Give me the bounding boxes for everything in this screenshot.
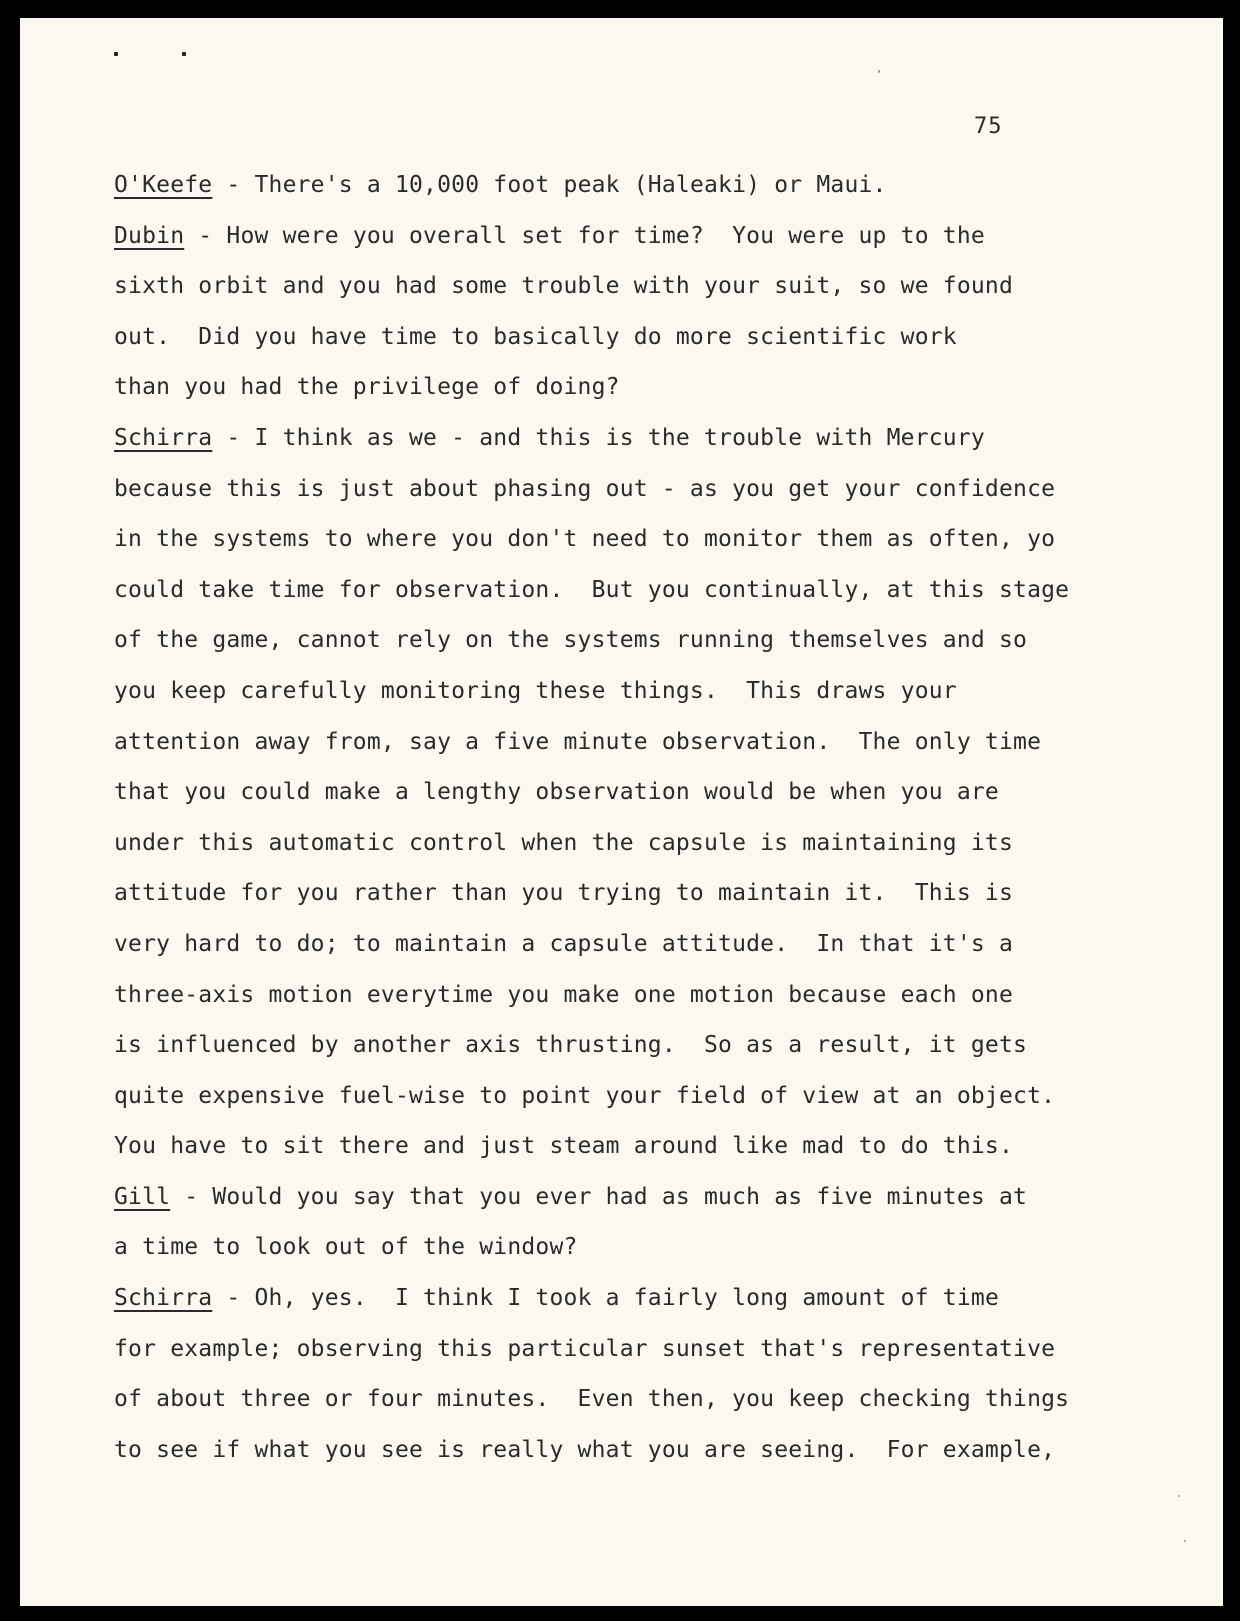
line-text: - How were you overall set for time? You were up to the	[184, 222, 985, 249]
line-text: could take time for observation. But you continually, at this stage	[114, 576, 1070, 603]
line-text: of the game, cannot rely on the systems running themselves and so	[114, 627, 1028, 654]
line-text: under this automatic control when the capsule is maintaining its	[114, 829, 1014, 856]
line-text: sixth orbit and you had some trouble with your suit, so we found	[114, 273, 1014, 300]
transcript-line	[114, 974, 1214, 1025]
speck-mark	[1184, 1540, 1186, 1542]
line-text: out. Did you have time to basically do more scientific work	[114, 323, 957, 350]
transcript-line	[114, 670, 1214, 721]
punch-mark	[114, 52, 118, 56]
transcript-line	[114, 1176, 1214, 1227]
transcript-line	[114, 417, 1214, 468]
speaker-name: O'Keefe	[114, 172, 213, 198]
transcript-line	[114, 822, 1214, 873]
line-text: because this is just about phasing out - as you get your confidence	[114, 475, 1056, 502]
speaker-name: Gill	[114, 1183, 171, 1210]
speck-mark	[1178, 1495, 1180, 1497]
speaker-name: Dubin	[114, 222, 185, 249]
transcript-line	[114, 518, 1214, 569]
line-text: for example; observing this particular sunset that's representative	[114, 1335, 1056, 1362]
punch-mark	[182, 52, 186, 56]
line-text: that you could make a lengthy observation would be when you are	[114, 779, 999, 806]
transcript-line	[114, 215, 1214, 266]
line-text: - I think as we - and this is the trouble with Mercury	[212, 424, 985, 451]
line-text: attention away from, say a five minute observation. The only time	[114, 728, 1042, 755]
transcript-line	[114, 923, 1214, 974]
transcript-line	[114, 1125, 1214, 1176]
page-number: 75	[974, 114, 1003, 139]
transcript-line	[114, 1075, 1214, 1126]
transcript-line	[114, 1226, 1214, 1277]
line-text: - There's a 10,000 foot peak (Haleaki) or Maui.	[212, 172, 887, 198]
line-text: to see if what you see is really what you are seeing. For example,	[114, 1436, 1056, 1463]
transcript-line	[114, 265, 1214, 316]
transcript-line	[114, 872, 1214, 923]
transcript-line	[114, 366, 1214, 417]
transcript-line	[114, 619, 1214, 670]
transcript-line	[114, 1378, 1214, 1429]
speaker-name: Schirra	[114, 1285, 213, 1312]
line-text: three-axis motion everytime you make one motion because each one	[114, 981, 1014, 1008]
transcript-line	[114, 1328, 1214, 1379]
transcript-line	[114, 316, 1214, 367]
line-text: you keep carefully monitoring these things. This draws your	[114, 677, 957, 704]
speaker-name: Schirra	[114, 424, 213, 451]
document-page	[20, 18, 1223, 1606]
line-text: a time to look out of the window?	[114, 1234, 578, 1261]
line-text: is influenced by another axis thrusting. So as a result, it gets	[114, 1032, 1028, 1059]
line-text: You have to sit there and just steam around like mad to do this.	[114, 1133, 1014, 1160]
transcript-line	[114, 771, 1214, 822]
line-text: in the systems to where you don't need to monitor them as often, yo	[114, 526, 1056, 553]
transcript-line	[114, 468, 1214, 519]
transcript-line	[114, 1277, 1214, 1328]
line-text: quite expensive fuel-wise to point your field of view at an object.	[114, 1082, 1056, 1109]
line-text: than you had the privilege of doing?	[114, 374, 620, 401]
line-text: very hard to do; to maintain a capsule attitude. In that it's a	[114, 930, 1014, 957]
line-text: attitude for you rather than you trying to maintain it. This is	[114, 880, 1014, 907]
transcript-line	[114, 721, 1214, 772]
transcript-body	[114, 164, 1214, 1479]
speck-mark	[878, 70, 880, 73]
line-text: - Oh, yes. I think I took a fairly long amount of time	[212, 1285, 999, 1312]
transcript-line	[114, 569, 1214, 620]
transcript-line	[114, 1024, 1214, 1075]
line-text: - Would you say that you ever had as much as five minutes at	[170, 1183, 1028, 1210]
line-text: of about three or four minutes. Even then, you keep checking things	[114, 1386, 1070, 1413]
transcript-line	[114, 1429, 1214, 1480]
transcript-line	[114, 164, 1214, 215]
